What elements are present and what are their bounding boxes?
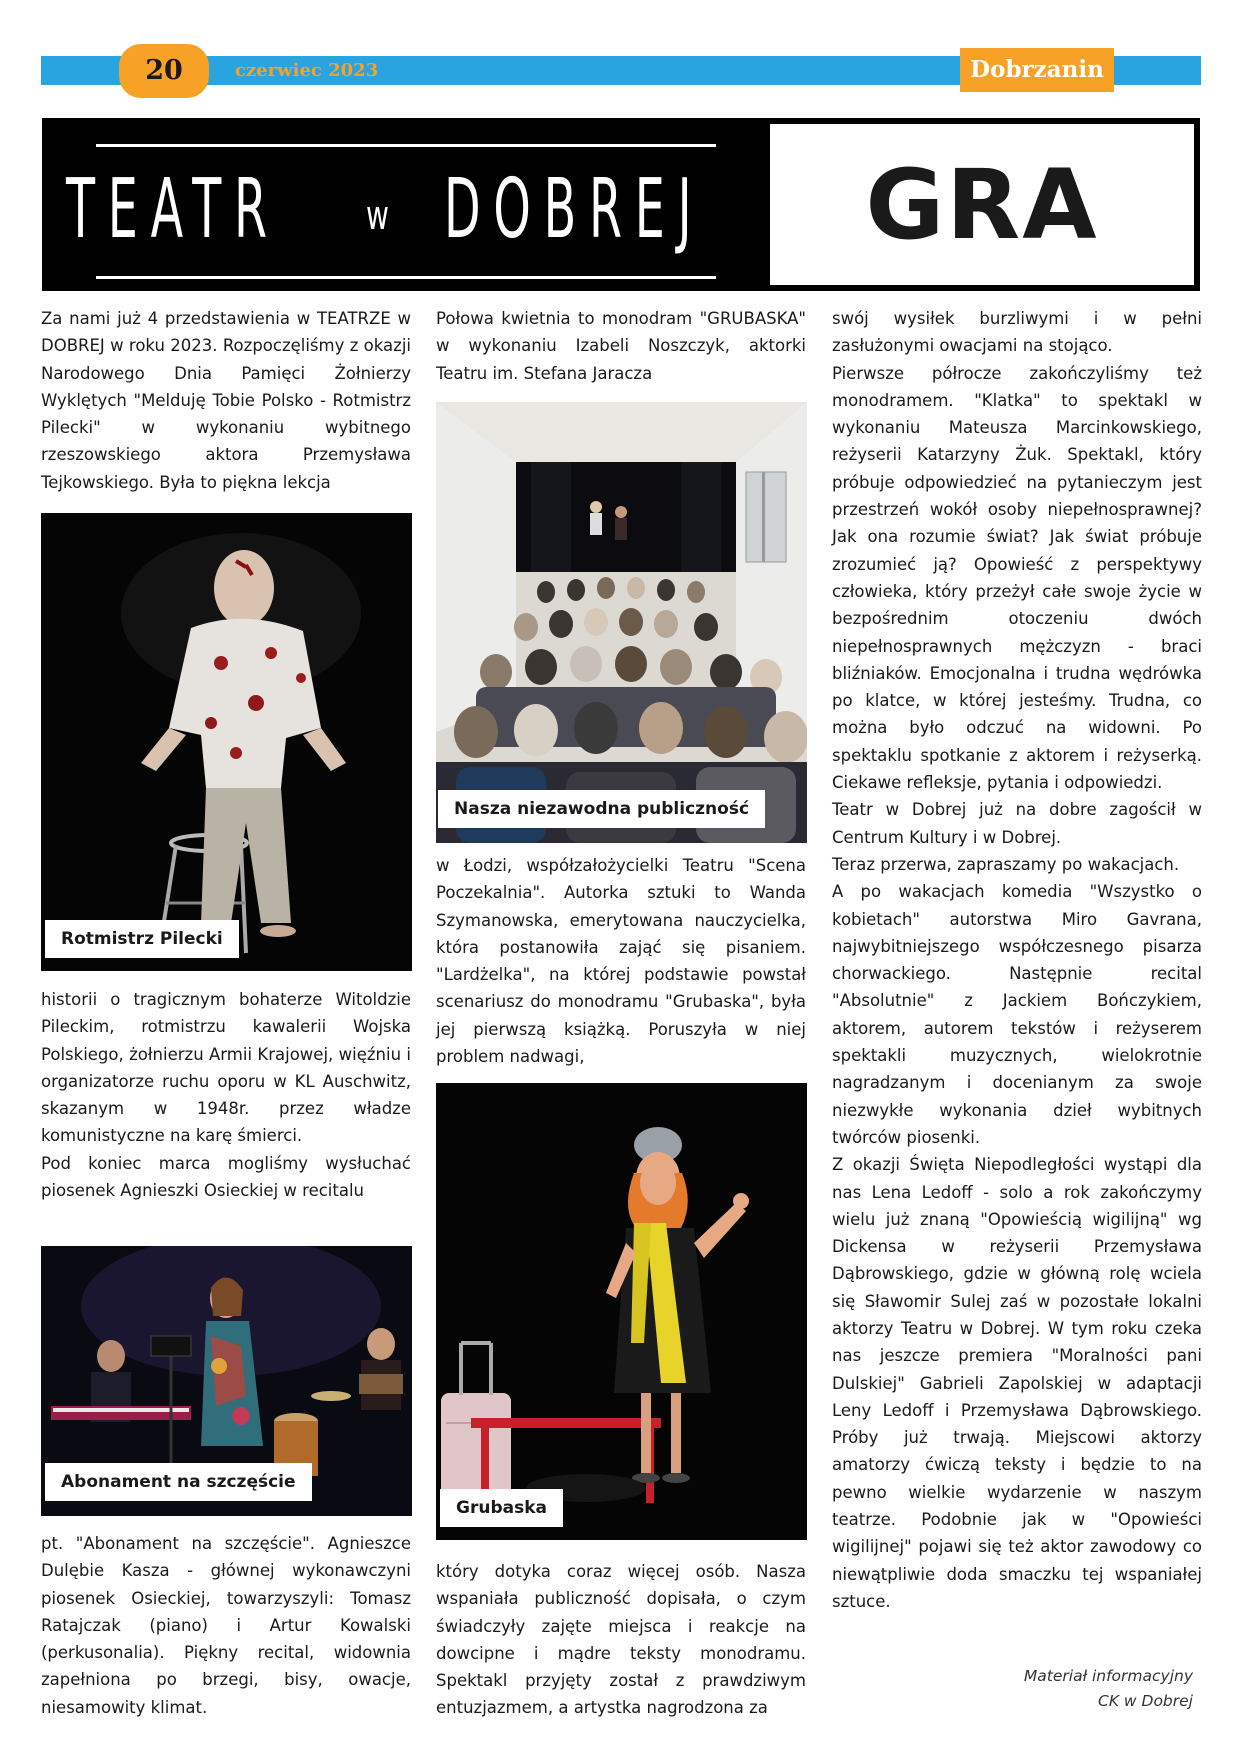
issue-date: czerwiec 2023 — [235, 60, 379, 81]
paragraph: Za nami już 4 przedstawienia w TEATRZE w DOBREJ w roku 2023. Rozpoczęliśmy z okazji Narodowego Dnia Pamięci Żołnierzy Wyklętych "Melduję Tobie Polsko - Rotmistrz Pilecki" w wykonaniu wybitnego rzeszowskiego aktora Przemysława Tejkowskiego. Była to piękna lekcja — [41, 309, 411, 492]
paragraph: w Łodzi, współzałożycielki Teatru "Scena Poczekalnia". Autorka sztuki to Wanda Szymanowska, emerytowana nauczycielka, która postanowiła zająć się pisaniem. "Lardżelka", na której podstawie powstał scenariusz do monodramu "Grubaska", była jej pierwszą książką. Poruszyła w niej problem nadwagi, — [436, 856, 806, 1067]
caption-publicznosc: Nasza niezawodna publiczność — [438, 790, 765, 828]
page-number: 20 — [119, 44, 209, 98]
paragraph: Teatr w Dobrej już na dobre zagościł w Centrum Kultury i w Dobrej. — [832, 800, 1202, 847]
column-1-middle — [41, 986, 411, 1204]
banner-rule-bottom — [96, 276, 716, 279]
banner-word-w: w — [366, 193, 389, 239]
paragraph: Teraz przerwa, zapraszamy po wakacjach. — [832, 854, 1180, 874]
caption-grubaska: Grubaska — [440, 1489, 563, 1527]
title-banner-white — [764, 118, 1200, 291]
column-2-bottom — [436, 1558, 806, 1722]
banner-word-dobrej: DOBREJ — [444, 162, 705, 257]
grubaska-photo-illustration — [436, 1083, 807, 1540]
publication-name: Dobrzanin — [960, 48, 1114, 92]
paragraph: który dotyka coraz więcej osób. Nasza wspaniała publiczność dopisała, o czym świadczyły zajęte miejsca i reakcje na dowcipne i mądre teksty monodramu. Spektakl przyjęty został z prawdziwym entuzjazmem, a artystka nagrodzona za — [436, 1562, 806, 1718]
paragraph: Z okazji Święta Niepodległości wystąpi dla nas Lena Ledoff - solo a rok zakończymy wielu już znaną "Opowieścią wigilijną" wg Dickensa w reżyserii Przemysława Dąbrowskiego, gdzie w główną rolę wciela się Sławomir Sulej zaś w pozostałe lokalni aktorzy Teatru w Dobrej. W tym roku czeka nas jeszcze premiera "Moralności pani Dulskiej" Gabrieli Zapolskiej w adaptacji Leny Ledoff i Przemysława Dąbrowskiego. Próby już trwają. Miejscowi aktorzy amatorzy ćwiczą teksty i będzie to na pewno wielkie wydarzenie w naszym teatrze. Podobnie jak w "Opowieści wigilijnej" pojawi się też aktor zawodowy co niewątpliwie doda smaczku tej wspaniałej sztuce. — [832, 1155, 1202, 1611]
signature-line-1: Materiał informacyjny — [1023, 1667, 1193, 1685]
banner-rule-top — [96, 144, 716, 147]
caption-rotmistrz-pilecki: Rotmistrz Pilecki — [45, 920, 239, 958]
banner-title — [66, 158, 756, 262]
photo-audience — [436, 402, 807, 843]
paragraph: A po wakacjach komedia "Wszystko o kobietach" autorstwa Miro Gavrana, najwybitniejszego współczesnego pisarza chorwackiego. Następnie recital "Absolutnie" z Jackiem Bończykiem, aktorem, autorem tekstów i reżyserem spektakli muzycznych, wielokrotnie nagradzanym i docenianym za swoje niezwykłe wykonania dzieł wybitnych twórców piosenki. — [832, 882, 1202, 1147]
signature — [1024, 1664, 1193, 1714]
paragraph: Pod koniec marca mogliśmy wysłuchać piosenek Agnieszki Osieckiej w recitalu — [41, 1153, 411, 1201]
column-1-bottom — [41, 1530, 411, 1721]
column-3 — [832, 305, 1202, 1615]
paragraph: pt. "Abonament na szczęście". Agnieszce Dulębie Kasza - głównej wykonawczyni piosenek Osieckiej, towarzyszyli: Tomasz Ratajczak (piano) i Artur Kowalski (perkusonalia). Piękny recital, widownia zapełniona po brzegi, bisy, owacje, niesamowity klimat. — [41, 1534, 411, 1717]
photo-grubaska — [436, 1083, 807, 1540]
column-2-middle — [436, 852, 806, 1070]
photo-rotmistrz-pilecki — [41, 513, 412, 971]
paragraph: historii o tragicznym bohaterze Witoldzie Pileckim, rotmistrzu kawalerii Wojska Polskiego, żołnierzu Armii Krajowej, więźniu i organizatorze ruchu oporu w KL Auschwitz, skazanym w 1948r. przez władze komunistyczne na karę śmierci. — [41, 990, 411, 1146]
column-2-top — [436, 305, 806, 387]
banner-word-gra: GRA — [865, 148, 1099, 261]
audience-photo-illustration — [436, 402, 807, 843]
actor-photo-illustration — [41, 513, 412, 971]
banner-word-teatr: TEATR — [66, 162, 280, 257]
paragraph: swój wysiłek burzliwymi i w pełni zasłużonymi owacjami na stojąco. — [832, 309, 1202, 356]
column-1-top — [41, 305, 411, 496]
paragraph: Połowa kwietnia to monodram "GRUBASKA" w wykonaniu Izabeli Noszczyk, aktorki Teatru im. Stefana Jaracza — [436, 309, 806, 383]
signature-line-2: CK w Dobrej — [1098, 1692, 1193, 1710]
caption-abonament: Abonament na szczęście — [45, 1463, 312, 1501]
paragraph: Pierwsze półrocze zakończyliśmy też monodramem. "Klatka" to spektakl w wykonaniu Mateusza Marcinkowskiego, reżyserii Katarzyny Żuk. Spektakl, który próbuje odpowiedzieć na pytanieczym jest przestrzeń wokół osoby niepełnosprawnej? Jak ona rozumie świat? Jak świat próbuje zrozumieć ją? Opowieść z perspektywy człowieka, który przeżył całe swoje życie w bezpośrednim otoczeniu dwóch niepełnosprawnych mężczyzn - braci bliźniaków. Emocjonalna i trudna wędrówka po klatce, w której jesteśmy. Trudna, co można było odczuć na widowni. Po spektaklu spotkanie z aktorem i reżyserką. Ciekawe refleksje, pytania i odpowiedzi. — [832, 363, 1202, 793]
